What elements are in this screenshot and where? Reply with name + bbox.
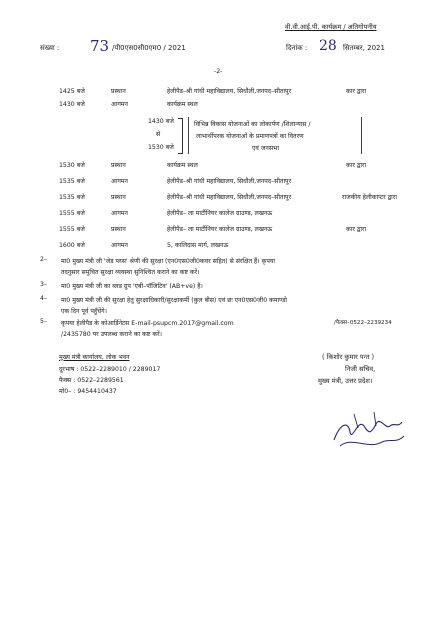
schedule-mode: राजकीय हेलीकाप्टर द्वारा (342, 194, 397, 201)
schedule-place: हेलीपैड–श्री गांधी महाविद्यालय, सिधौली,जनपद–सीतापुर (167, 194, 292, 201)
schedule-mode: कार द्वारा (346, 88, 367, 95)
vip-category-label: वी.वी.आई.पी. कार्यक्रम / अतिगोपनीय (285, 23, 377, 31)
schedule-place: कार्यक्रम स्थल (167, 101, 198, 108)
schedule-action: आगमन (111, 101, 128, 108)
handwritten-signature (330, 406, 410, 454)
note-number: 3– (40, 281, 48, 288)
schedule-place: हेलीपैड–श्री गांधी महाविद्यालय, सिधौली,जनपद–सीतापुर (167, 178, 292, 185)
schedule-mode: कार द्वारा (346, 162, 367, 169)
schedule-action: प्रस्थान (111, 194, 126, 201)
program-line-3: एवं जनसभा (252, 145, 279, 152)
date-handwritten: 28 (319, 38, 337, 54)
office-mobile: मो0– : 9454410437 (59, 388, 117, 395)
schedule-action: आगमन (111, 242, 128, 249)
schedule-action: प्रस्थान (111, 88, 126, 95)
note-line: एक दिन पूर्व पहुँचेंगे। (61, 308, 107, 315)
signatory-office: मुख्य मंत्री, उत्तर प्रदेश। (318, 377, 373, 385)
number-handwritten: 73 (90, 37, 110, 55)
schedule-time: 1535 बजे (59, 194, 85, 201)
schedule-action: प्रस्थान (111, 226, 126, 233)
schedule-time: 1600 बजे (59, 242, 85, 249)
schedule-time: 1555 बजे (59, 226, 85, 233)
signatory-designation: निजी सचिव, (345, 365, 376, 373)
date-label: दिनांक : (286, 44, 308, 52)
page-marker: -2- (214, 68, 223, 75)
schedule-action: आगमन (111, 178, 128, 185)
note-line: कृपया हेलीपैड के कोआर्डिनेटस E-mail-psupcm.2017@gmail.com (61, 320, 234, 327)
program-to: से (156, 131, 161, 138)
schedule-time: 1555 बजे (59, 210, 85, 217)
office-fax: फैक्स : 0522–2289561 (59, 377, 124, 384)
schedule-place: हेलीपैड–श्री गांधी महाविद्यालय, सिधौली,जनपद–सीतापुर (167, 88, 292, 95)
schedule-action: प्रस्थान (111, 162, 126, 169)
note-line: /2435780 पर उपलब्ध कराने का कष्ट करें। (61, 331, 163, 338)
office-phone: दूरभाष : 0522–2289010 / 2289017 (59, 366, 161, 373)
schedule-place: हेलीपैड– ला मार्टीनियर कालेज ग्राउण्ड, लखनऊ (167, 226, 273, 233)
schedule-time: 1430 बजे (59, 101, 85, 108)
note-line: मा0 मुख्य मंत्री जी की सुरक्षा हेतु सुरक्षाधिकारी/सुरक्षाकर्मी (कुल बीस) एवं छः एन0एस0जी0 कमाण्डो (61, 297, 287, 304)
note-number: 4– (40, 295, 48, 302)
note-line: मा0 मुख्य मंत्री जी का ब्लड ग्रुप 'एबी–पॉजिटिव' (AB+ve) है। (61, 283, 203, 290)
number-label: संख्या : (40, 44, 60, 52)
program-bracket-left (178, 118, 183, 154)
schedule-action: आगमन (111, 210, 128, 217)
date-suffix: सितम्बर, 2021 (343, 44, 385, 52)
schedule-time: 1530 बजे (59, 162, 85, 169)
office-title: मुख्य मंत्री कार्यालय, लोक भवन (59, 354, 130, 361)
note-line: मा0 मुख्य मंत्री जी 'जेड प्लस' श्रेणी की सुरक्षा (एन0एस0जी0कवर सहित) से संरक्षित हैं। कृपया (61, 258, 276, 265)
signatory-name: ( किशोर कुमार पन्त ) (322, 353, 375, 361)
program-line-2: लाभार्थीपरक योजनाओं के प्रमाणपत्रों का वितरण (196, 133, 304, 140)
schedule-place: कार्यक्रम स्थल (167, 162, 198, 169)
program-line-1: विभिन्न विकास योजनाओं का लोकार्पण /शिलान्यास / (194, 121, 311, 128)
schedule-time: 1535 बजे (59, 178, 85, 185)
schedule-place: हेलीपैड– ला मार्टीनियर कालेज ग्राउण्ड, लखनऊ (167, 210, 273, 217)
note-number: 2– (40, 256, 48, 263)
schedule-mode: कार द्वारा (346, 226, 367, 233)
schedule-time: 1425 बजे (59, 88, 85, 95)
schedule-place: 5, कालिदास मार्ग, लखनऊ (167, 242, 229, 249)
note-number: 5– (40, 318, 48, 325)
number-suffix: /पी0एस0सी0एम0 / 2021 (112, 44, 186, 52)
note-fax: /फैक्स–0522–2239234 (334, 320, 392, 326)
program-time-from: 1430 बजे (148, 118, 174, 125)
note-line: तदनुसार समुचित सुरक्षा व्यवस्था सुनिश्चित कराने का कष्ट करें। (61, 269, 200, 276)
program-time-to: 1530 बजे (148, 144, 174, 151)
